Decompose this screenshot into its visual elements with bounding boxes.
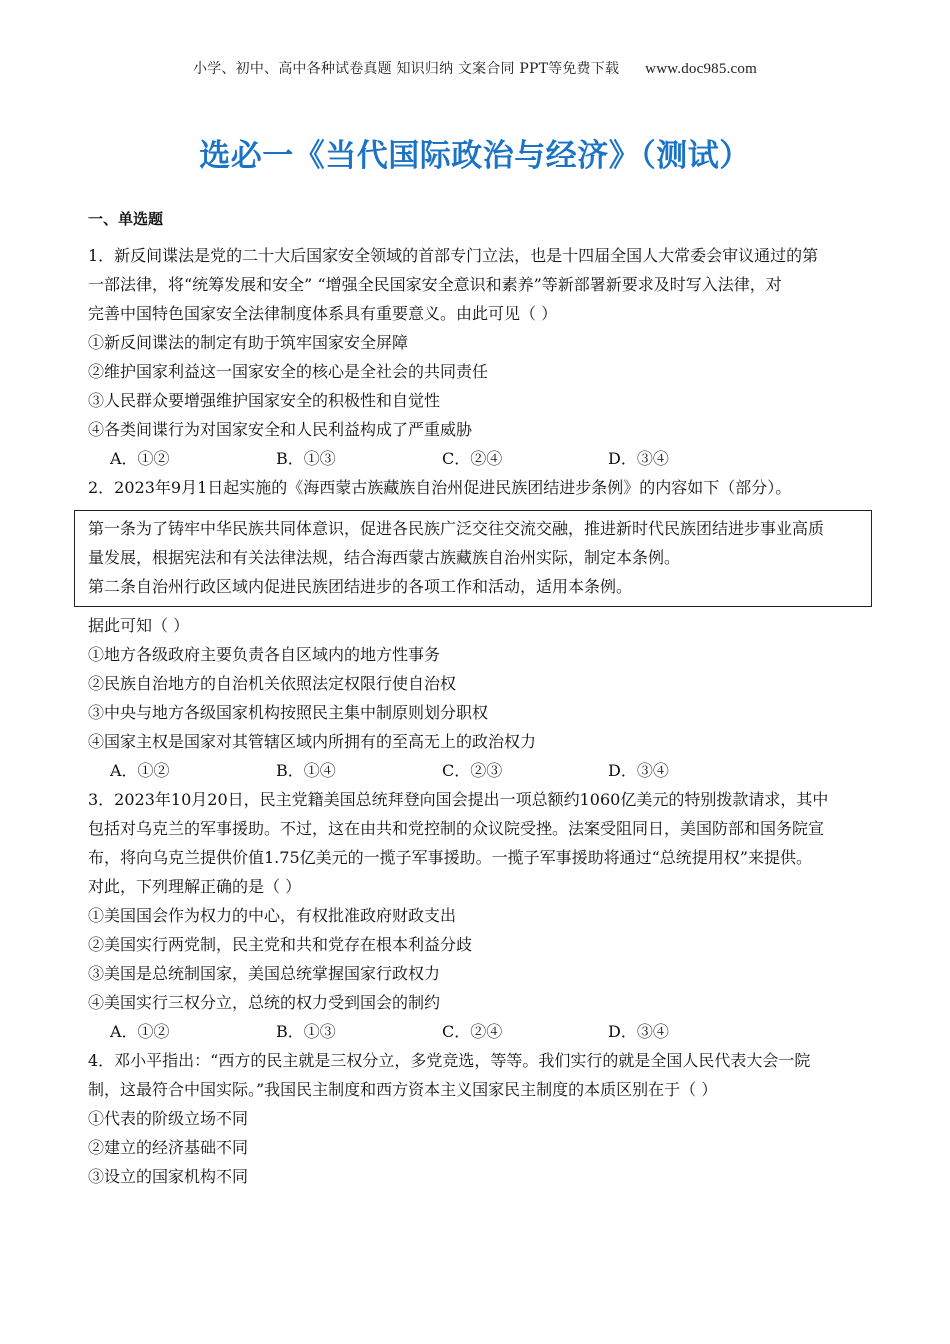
q1-option-b[interactable]: B．①③ (276, 449, 336, 468)
q3-statement: ②美国实行两党制，民主党和共和党存在根本利益分歧 (88, 935, 473, 954)
q2-option-d[interactable]: D．③④ (608, 761, 669, 780)
q2-statement: ③中央与地方各级国家机构按照民主集中制原则划分职权 (88, 703, 489, 722)
q1-option-a[interactable]: A．①② (110, 449, 170, 468)
q1-stem-line: 1．新反间谍法是党的二十大后国家安全领域的首部专门立法，也是十四届全国人大常委会审议通过的第 (88, 246, 819, 265)
q3-option-b[interactable]: B．①③ (276, 1022, 336, 1041)
q2-excerpt-line: 第二条自治州行政区域内促进民族团结进步的各项工作和活动，适用本条例。 (88, 577, 633, 596)
q2-excerpt-line: 第一条为了铸牢中华民族共同体意识，促进各民族广泛交往交流交融，推进新时代民族团结进步事业高质 (88, 519, 825, 538)
q3-stem-line: 3．2023年10月20日，民主党籍美国总统拜登向国会提出一项总额约1060亿美元的特别拨款请求，其中 (88, 790, 829, 809)
q1-options (88, 444, 858, 473)
q2-statement: ①地方各级政府主要负责各自区域内的地方性事务 (88, 645, 441, 664)
q3-statement: ①美国国会作为权力的中心，有权批准政府财政支出 (88, 906, 457, 925)
question-3 (88, 785, 858, 1046)
q1-option-c[interactable]: C．②④ (442, 449, 503, 468)
q1-statement: ④各类间谍行为对国家安全和人民利益构成了严重威胁 (88, 420, 473, 439)
q3-options (88, 1017, 858, 1046)
q4-statement: ③设立的国家机构不同 (88, 1167, 249, 1186)
q2-statement: ④国家主权是国家对其管辖区域内所拥有的至高无上的政治权力 (88, 732, 537, 751)
q2-option-a[interactable]: A．①② (110, 761, 170, 780)
q2-excerpt-box (74, 510, 872, 607)
q1-option-d[interactable]: D．③④ (608, 449, 669, 468)
header-url[interactable]: www.doc985.com (645, 61, 757, 77)
document-body (88, 208, 858, 1191)
q4-statement: ②建立的经济基础不同 (88, 1138, 249, 1157)
q3-stem-line: 布，将向乌克兰提供价值1.75亿美元的一揽子军事援助。一揽子军事援助将通过“总统提用权”来提供。 (88, 848, 812, 867)
page-title: 选必一《当代国际政治与经济》（测试） (199, 138, 751, 174)
q2-excerpt-line: 量发展，根据宪法和有关法律法规，结合海西蒙古族藏族自治州实际，制定本条例。 (88, 548, 681, 567)
header-text: 小学、初中、高中各种试卷真题 知识归纳 文案合同 PPT等免费下载 (193, 61, 620, 77)
page-header (0, 58, 950, 78)
q3-option-a[interactable]: A．①② (110, 1022, 170, 1041)
q3-statement: ③美国是总统制国家，美国总统掌握国家行政权力 (88, 964, 441, 983)
q1-statement: ②维护国家利益这一国家安全的核心是全社会的共同责任 (88, 362, 489, 381)
q2-option-c[interactable]: C．②③ (442, 761, 503, 780)
q3-stem-line: 包括对乌克兰的军事援助。不过，这在由共和党控制的众议院受挫。法案受阻同日，美国防部和国务院宣 (88, 819, 825, 838)
q2-statement: ②民族自治地方的自治机关依照法定权限行使自治权 (88, 674, 457, 693)
q1-statement: ①新反间谍法的制定有助于筑牢国家安全屏障 (88, 333, 409, 352)
q1-stem-line: 一部法律，将“统筹发展和安全” “增强全民国家安全意识和素养”等新部署新要求及时写入法律，对 (88, 275, 782, 294)
q1-stem-line: 完善中国特色国家安全法律制度体系具有重要意义。由此可见（ ） (88, 304, 558, 323)
q2-prompt: 据此可知（ ） (88, 616, 190, 635)
q3-option-d[interactable]: D．③④ (608, 1022, 669, 1041)
q2-stem: 2．2023年9月1日起实施的《海西蒙古族藏族自治州促进民族团结进步条例》的内容如下（部分）。 (88, 478, 792, 497)
q3-statement: ④美国实行三权分立，总统的权力受到国会的制约 (88, 993, 441, 1012)
section-heading: 一、单选题 (88, 210, 164, 228)
q2-options (88, 756, 858, 785)
q4-stem-line: 制，这最符合中国实际。”我国民主制度和西方资本主义国家民主制度的本质区别在于（ ） (88, 1080, 718, 1099)
q2-option-b[interactable]: B．①④ (276, 761, 336, 780)
question-1 (88, 241, 858, 473)
question-2 (88, 473, 858, 785)
q1-statement: ③人民群众要增强维护国家安全的积极性和自觉性 (88, 391, 441, 410)
q4-stem-line: 4．邓小平指出：“西方的民主就是三权分立，多党竞选，等等。我们实行的就是全国人民代表大会一院 (88, 1051, 811, 1070)
q3-option-c[interactable]: C．②④ (442, 1022, 503, 1041)
q3-stem-line: 对此，下列理解正确的是（ ） (88, 877, 302, 896)
question-4 (88, 1046, 858, 1191)
q4-statement: ①代表的阶级立场不同 (88, 1109, 249, 1128)
